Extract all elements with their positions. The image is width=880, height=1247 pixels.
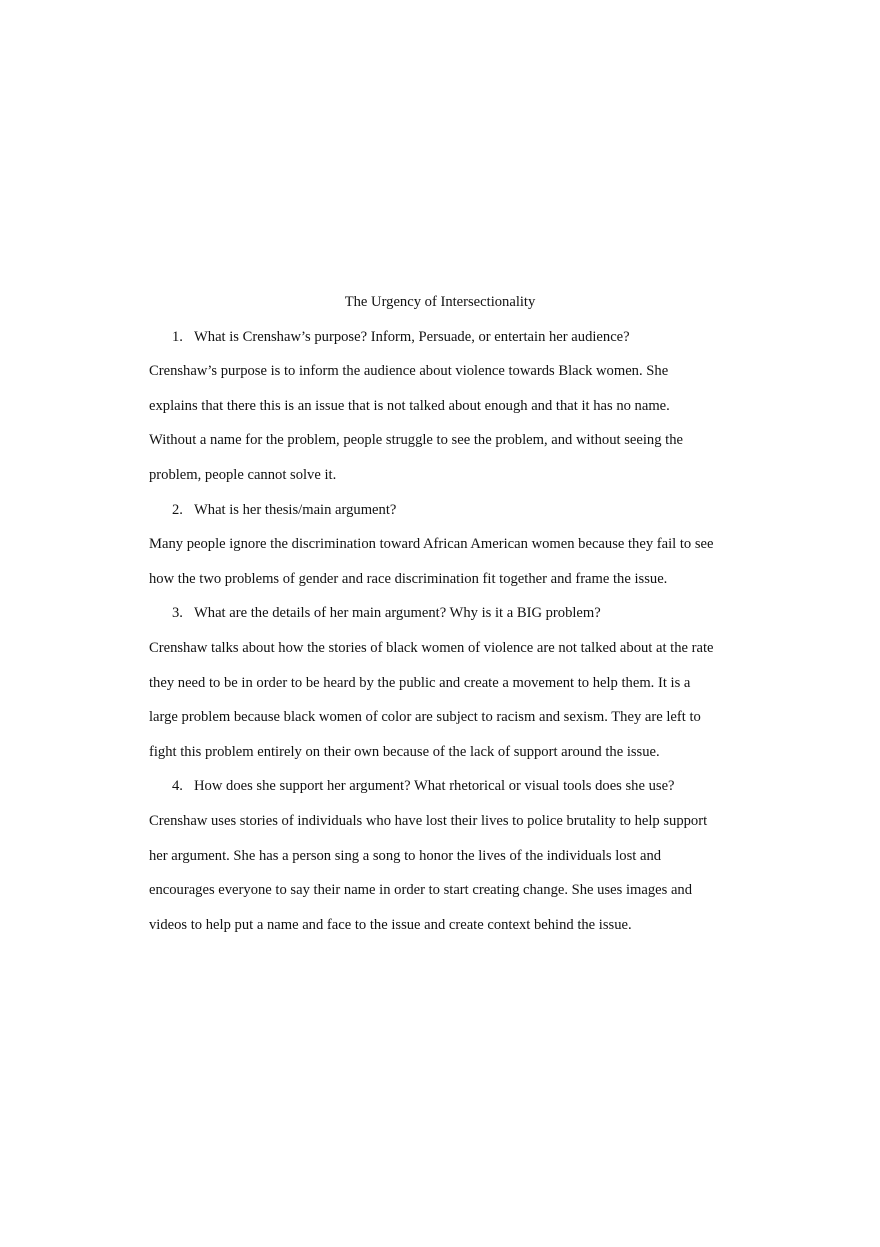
answer-line: problem, people cannot solve it. — [149, 466, 337, 483]
question-3 — [149, 596, 731, 631]
answer-line: Crenshaw uses stories of individuals who have lost their lives to police brutality to help support — [149, 812, 708, 829]
answer-line: videos to help put a name and face to the issue and create context behind the issue. — [149, 916, 632, 933]
answer-line: Crenshaw’s purpose is to inform the audience about violence towards Black women. She — [149, 363, 669, 380]
answer-line: how the two problems of gender and race discrimination fit together and frame the issue. — [149, 570, 668, 587]
question-text: What are the details of her main argument? Why is it a BIG problem? — [194, 605, 601, 622]
answer-line: explains that there this is an issue that is not talked about enough and that it has no name. — [149, 397, 670, 414]
question-2 — [149, 493, 731, 528]
answer-4 — [149, 804, 731, 942]
question-4 — [149, 769, 731, 804]
question-number: 2. — [172, 501, 183, 518]
answer-line: her argument. She has a person sing a song to honor the lives of the individuals lost and — [149, 847, 662, 864]
answer-line: large problem because black women of color are subject to racism and sexism. They are left to — [149, 709, 701, 726]
answer-line: Many people ignore the discrimination toward African American women because they fail to see — [149, 536, 714, 553]
answer-line: they need to be in order to be heard by the public and create a movement to help them. It is a — [149, 674, 691, 691]
answer-line: fight this problem entirely on their own because of the lack of support around the issue. — [149, 743, 660, 760]
document-body — [149, 285, 731, 942]
answer-line: Crenshaw talks about how the stories of black women of violence are not talked about at the rate — [149, 639, 714, 656]
question-1 — [149, 320, 731, 355]
question-number: 4. — [172, 778, 183, 795]
document-title: The Urgency of Intersectionality — [344, 294, 536, 310]
answer-line: Without a name for the problem, people struggle to see the problem, and without seeing the — [149, 432, 683, 449]
answer-1 — [149, 354, 731, 492]
question-text: How does she support her argument? What rhetorical or visual tools does she use? — [194, 778, 675, 795]
question-number: 1. — [172, 328, 183, 345]
question-text: What is Crenshaw’s purpose? Inform, Persuade, or entertain her audience? — [194, 328, 630, 345]
question-number: 3. — [172, 605, 183, 622]
answer-3 — [149, 631, 731, 769]
question-text: What is her thesis/main argument? — [194, 501, 397, 518]
answer-2 — [149, 527, 731, 596]
answer-line: encourages everyone to say their name in order to start creating change. She uses images and — [149, 882, 693, 899]
